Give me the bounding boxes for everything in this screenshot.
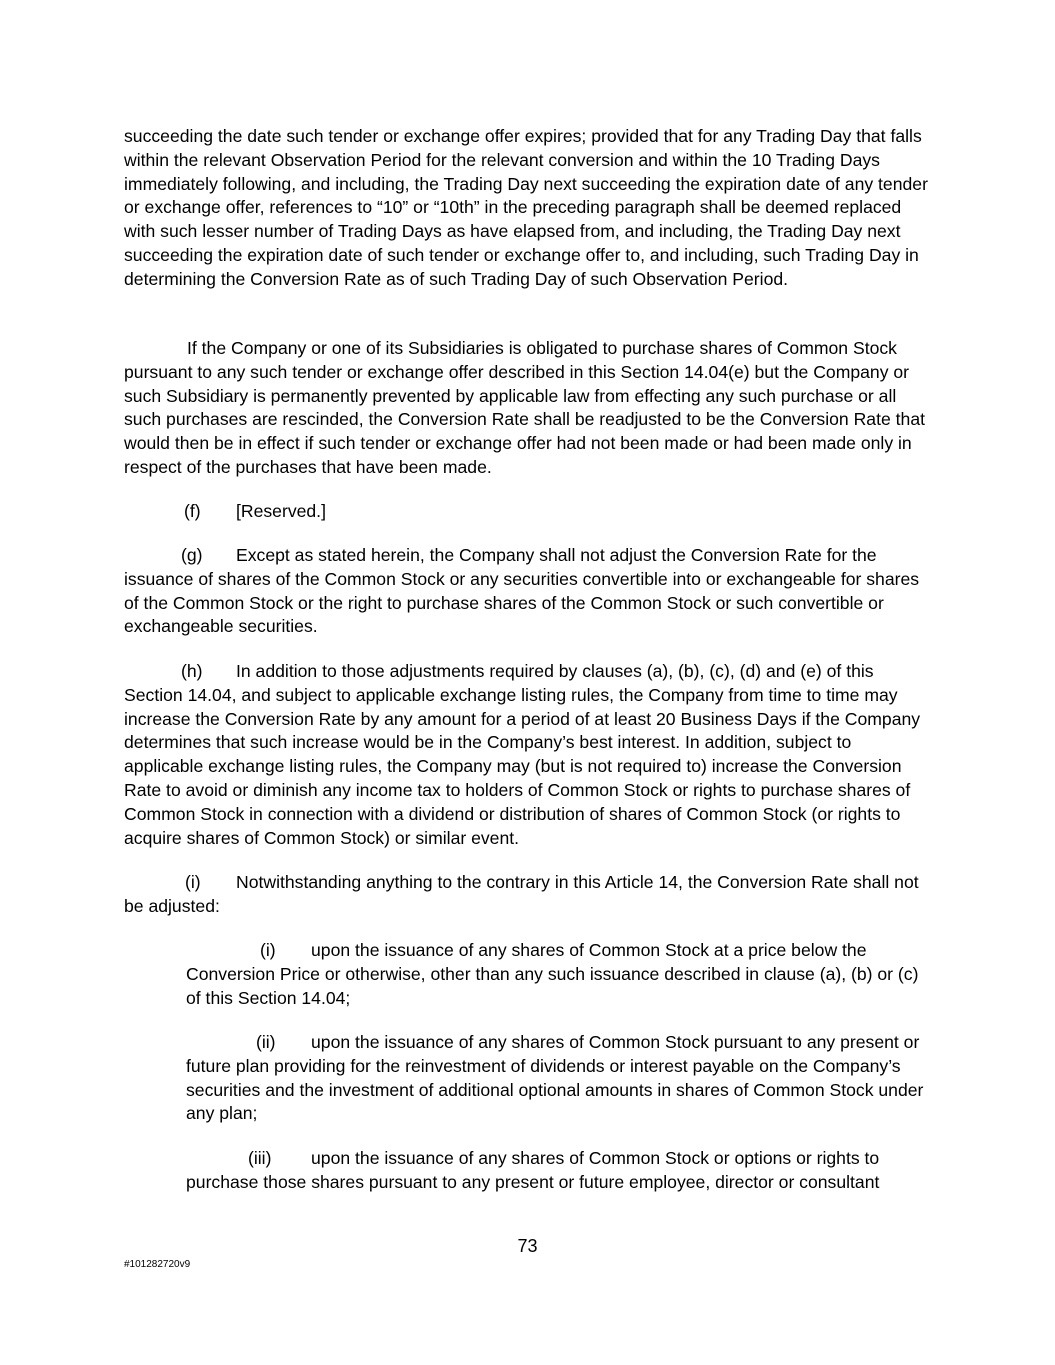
subclause-iii <box>186 1147 931 1195</box>
clause-text: In addition to those adjustments required by clauses (a), (b), (c), (d) and (e) of this Section 14.04, and subject to applicable exchange listing rules, the Company from time to time may increase the Conversion Rate by any amount for a period of at least 20 Business Days if the Company determines that such increase would be in the Company’s best interest. In addition, subject to applicable exchange listing rules, the Company may (but is not required to) increase the Conversion Rate to avoid or diminish any income tax to holders of Common Stock or rights to purchase shares of Common Stock in connection with a dividend or distribution of shares of Common Stock (or rights to acquire shares of Common Stock) or similar event. <box>124 661 921 848</box>
clause-label: (g) <box>181 545 203 565</box>
paragraph-text: If the Company or one of its Subsidiaries is obligated to purchase shares of Common Stock pursuant to any such tender or exchange offer described in this Section 14.04(e) but the Company or such Subsidiary is permanently prevented by applicable law from effecting any such purchase or all such purchases are rescinded, the Conversion Rate shall be readjusted to be the Conversion Rate that would then be in effect if such tender or exchange offer had not been made or had been made only in respect of the purchases that have been made. <box>124 338 925 477</box>
subclause-i <box>186 939 931 1010</box>
clause-label: (f) <box>184 501 201 521</box>
clause-text: [Reserved.] <box>236 501 326 521</box>
clause-f <box>124 500 929 524</box>
clause-h <box>124 660 929 850</box>
subclause-text: upon the issuance of any shares of Common Stock pursuant to any present or future plan providing for the reinvestment of dividends or interest payable on the Company’s securities and the investment of additional optional amounts in shares of Common Stock under any plan; <box>186 1032 924 1124</box>
paragraph-readjustment <box>124 337 929 480</box>
subclause-label: (i) <box>260 940 276 960</box>
subclause-label: (ii) <box>256 1032 276 1052</box>
clause-label: (h) <box>181 661 203 681</box>
document-id: #101282720v9 <box>124 1259 191 1270</box>
subclause-ii <box>186 1031 931 1126</box>
clause-text: Notwithstanding anything to the contrary in this Article 14, the Conversion Rate shall not be adjusted: <box>124 872 919 916</box>
clause-g <box>124 544 929 639</box>
subclause-text: upon the issuance of any shares of Common Stock or options or rights to purchase those shares pursuant to any present or future employee, director or consultant <box>186 1148 880 1192</box>
paragraph-text: succeeding the date such tender or exchange offer expires; provided that for any Trading Day that falls within the relevant Observation Period for the relevant conversion and within the 10 Trading Days immediately following, and including, the Trading Day next succeeding the expiration date of any tender or exchange offer, references to “10” or “10th” in the preceding paragraph shall be deemed replaced with such lesser number of Trading Days as have elapsed from, and including, the Trading Day next succeeding the expiration date of such tender or exchange offer to, and including, such Trading Day in determining the Conversion Rate as of such Trading Day of such Observation Period. <box>124 126 928 289</box>
clause-text: Except as stated herein, the Company shall not adjust the Conversion Rate for the issuance of shares of the Common Stock or any securities convertible into or exchangeable for shares of the Common Stock or the right to purchase shares of the Common Stock or such convertible or exchangeable securities. <box>124 545 920 637</box>
clause-i <box>124 871 929 919</box>
subclause-text: upon the issuance of any shares of Common Stock at a price below the Conversion Price or otherwise, other than any such issuance described in clause (a), (b) or (c) of this Section 14.04; <box>186 940 919 1008</box>
paragraph-continuation <box>124 125 929 292</box>
subclause-label: (iii) <box>248 1148 272 1168</box>
page-number: 73 <box>517 1236 538 1256</box>
clause-label: (i) <box>185 872 201 892</box>
